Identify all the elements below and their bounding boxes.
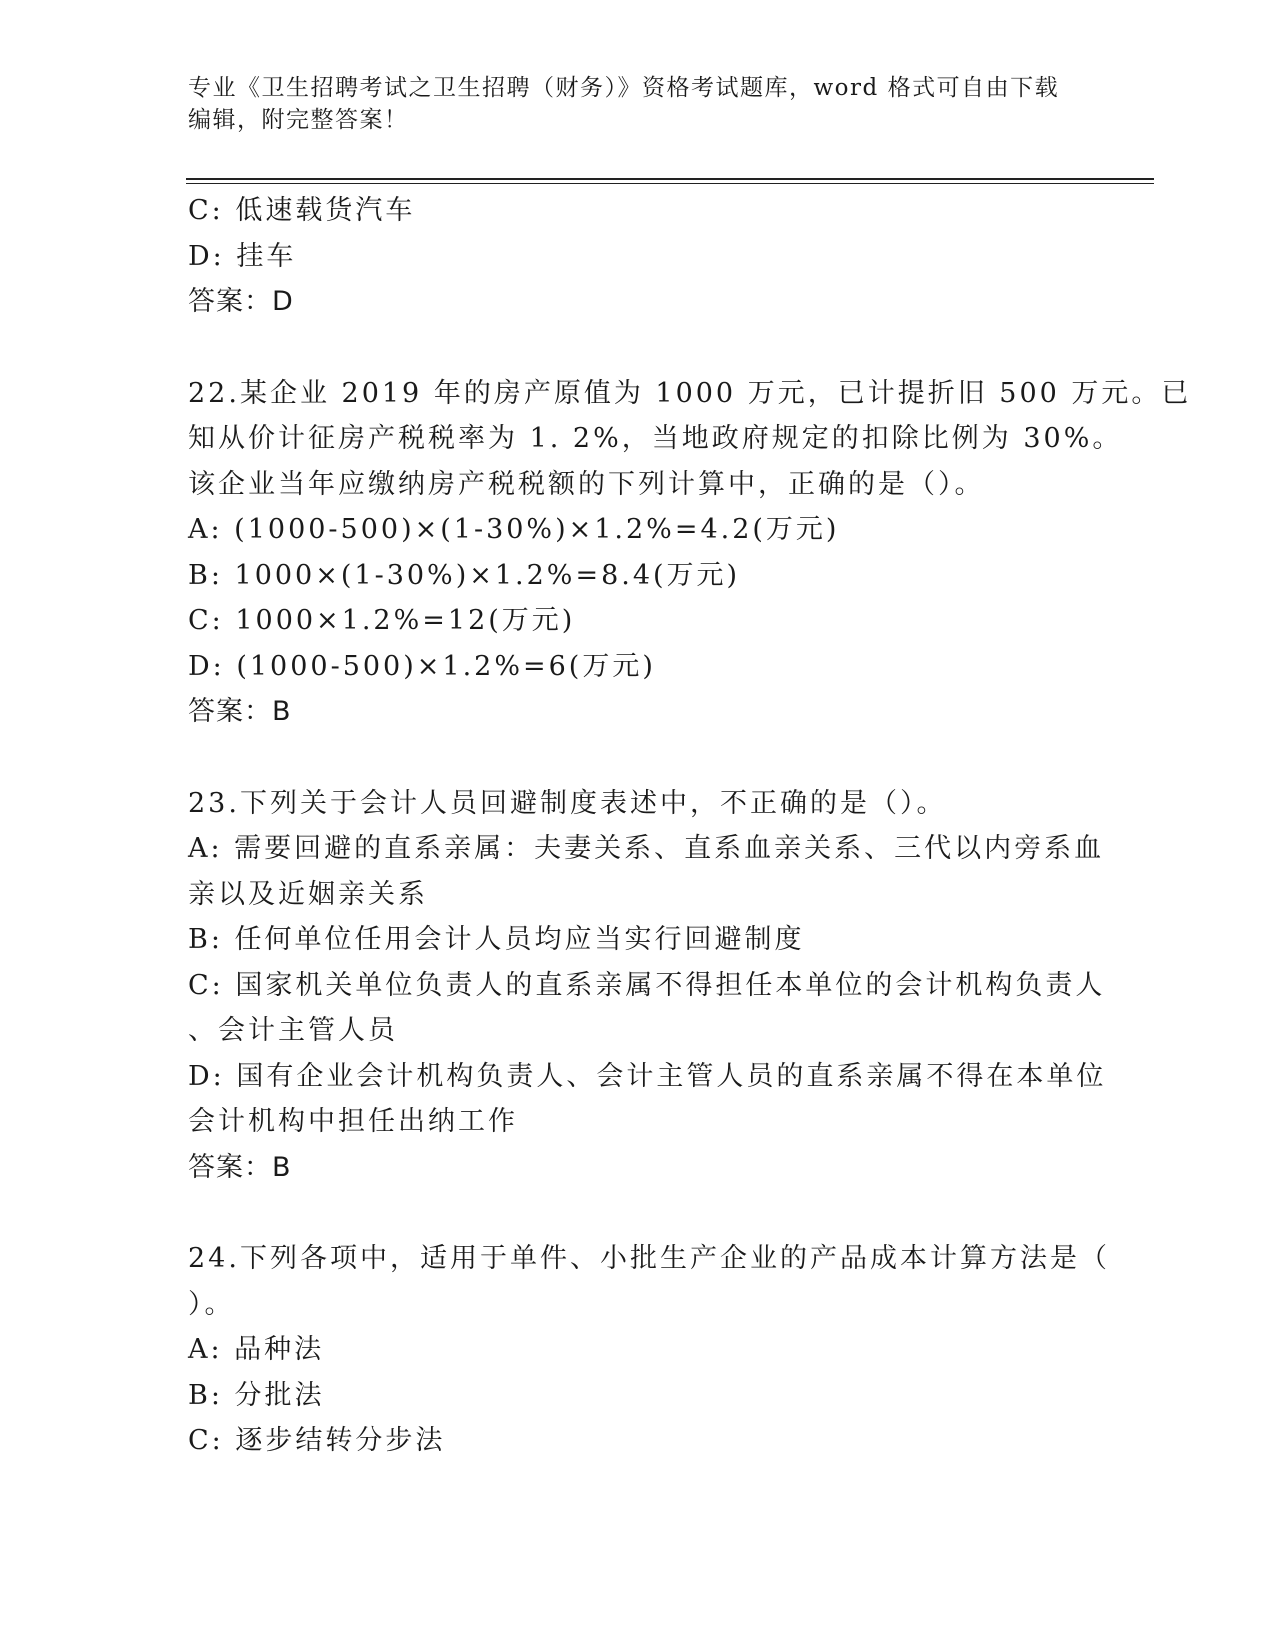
spacer: [188, 1190, 1078, 1236]
option-a-cont: 亲以及近姻亲关系: [188, 878, 428, 910]
question-stem: 知从价计征房产税税率为 1. 2%，当地政府规定的扣除比例为 30%。: [188, 423, 1123, 454]
question-stem: 24.下列各项中，适用于单件、小批生产企业的产品成本计算方法是（: [188, 1243, 1110, 1274]
question-24: [188, 1236, 1110, 1464]
option-c: C: 1000×1.2%=12(万元): [188, 605, 576, 636]
option-d: D: (1000-500)×1.2%=6(万元): [188, 650, 656, 682]
option-b: B: 任何单位任用会计人员均应当实行回避制度: [188, 924, 805, 955]
question-list: [188, 188, 1192, 1464]
option-a: A: 需要回避的直系亲属：夫妻关系、直系血亲关系、三代以内旁系血: [188, 833, 1105, 864]
question-stem: 23.下列关于会计人员回避制度表述中，不正确的是（）。: [188, 787, 947, 819]
option-d-cont: 会计机构中担任出纳工作: [188, 1106, 518, 1137]
answer: 答案：B: [188, 696, 292, 727]
answer: 答案：B: [188, 1151, 292, 1183]
page-header: [188, 72, 1088, 136]
header-rule-thick: [186, 178, 1154, 180]
option-a: A: (1000-500)×(1-30%)×1.2%=4.2(万元): [188, 514, 840, 545]
option-c: C: 低速载货汽车: [188, 195, 416, 226]
header-line-1: 专业《卫生招聘考试之卫生招聘（财务）》资格考试题库，word 格式可自由下载: [188, 75, 1060, 101]
spacer: [188, 735, 1078, 781]
question-stem: 22.某企业 2019 年的房产原值为 1000 万元，已计提折旧 500 万元。已: [188, 377, 1192, 409]
question-21: [188, 188, 1078, 325]
option-d: D: 挂车: [188, 240, 297, 272]
header-line-2: 编辑，附完整答案！: [188, 107, 409, 133]
answer: 答案：D: [188, 286, 294, 317]
option-c: C: 逐步结转分步法: [188, 1425, 446, 1456]
question-stem: ）。: [188, 1288, 235, 1320]
question-stem: 该企业当年应缴纳房产税税额的下列计算中，正确的是（）。: [188, 468, 985, 500]
option-c-cont: 、会计主管人员: [188, 1015, 398, 1046]
header-rule-thin: [186, 183, 1154, 184]
option-b: B: 分批法: [188, 1379, 325, 1411]
option-b: B: 1000×(1-30%)×1.2%=8.4(万元): [188, 559, 741, 591]
question-22: [188, 371, 1192, 735]
question-23: [188, 781, 1107, 1191]
spacer: [188, 325, 1078, 371]
option-a: A: 品种法: [188, 1334, 325, 1365]
option-d: D: 国有企业会计机构负责人、会计主管人员的直系亲属不得在本单位: [188, 1060, 1107, 1092]
option-c: C: 国家机关单位负责人的直系亲属不得担任本单位的会计机构负责人: [188, 969, 1106, 1001]
